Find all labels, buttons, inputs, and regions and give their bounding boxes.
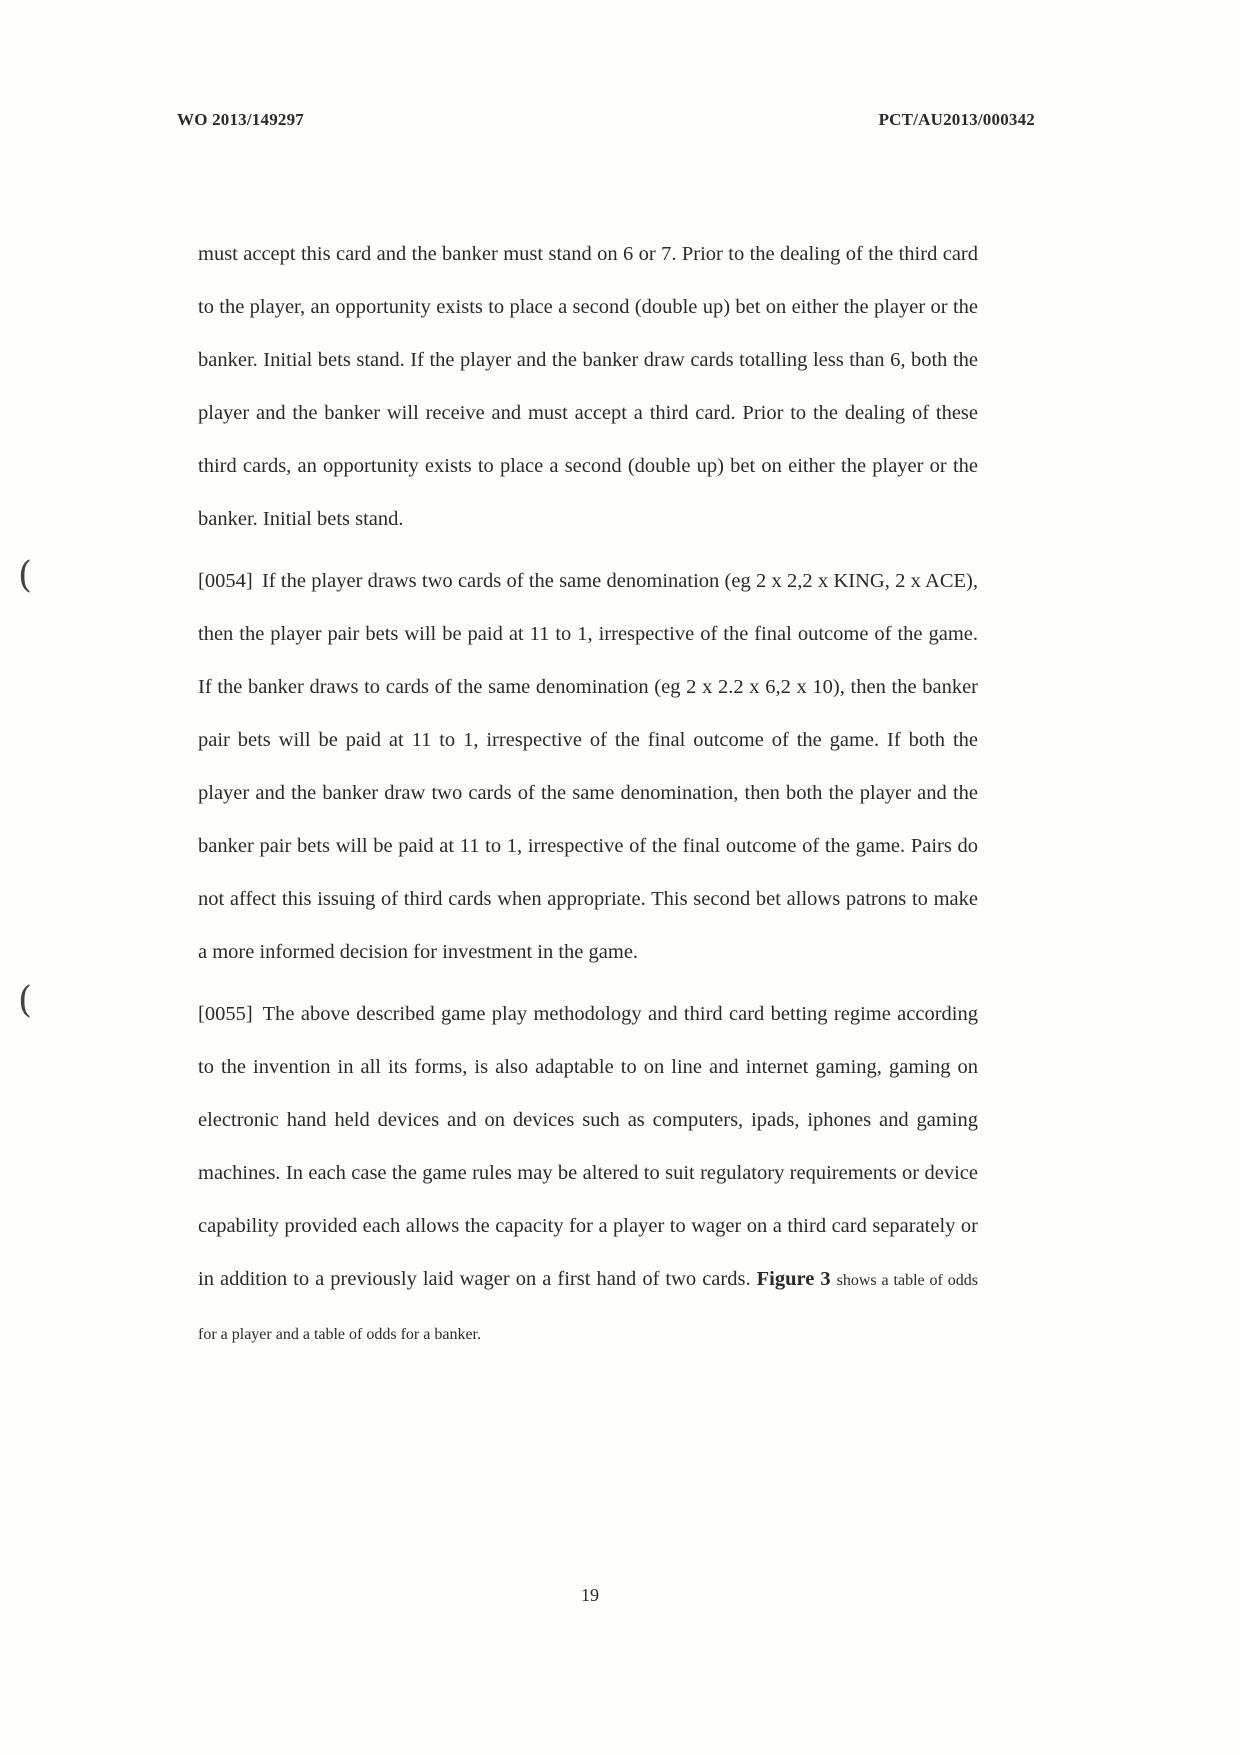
paragraph-0055: [198, 988, 978, 1361]
margin-bracket-mark: (: [18, 555, 33, 596]
figure-reference: Figure 3: [756, 1268, 831, 1290]
paragraph-ref: [0054]: [198, 570, 253, 592]
paragraph-ref: [0055]: [198, 1003, 253, 1025]
publication-number: WO 2013/149297: [177, 110, 304, 129]
figure-description: shows a table of odds for a player and a table of odds for a banker.: [198, 1272, 979, 1343]
margin-bracket-mark: (: [18, 980, 33, 1021]
paragraph-0054: [198, 555, 978, 979]
page-number: 19: [581, 1585, 599, 1605]
application-number: PCT/AU2013/000342: [878, 110, 1035, 129]
body-text: [198, 228, 978, 1361]
continuation-paragraph: must accept this card and the banker must stand on 6 or 7. Prior to the dealing of the third card to the player, an opportunity exists to place a second (double up) bet on either the player or the banker. Initial bets stand. If the player and the banker draw cards totalling less than 6, both the player and the banker will receive and must accept a third card. Prior to the dealing of these third cards, an opportunity exists to place a second (double up) bet on either the player or the banker. Initial bets stand.: [198, 243, 978, 530]
paragraph-text: If the player draws two cards of the same denomination (eg 2 x 2,2 x KING, 2 x ACE), then the player pair bets will be paid at 11 to 1, irrespective of the final outcome of the game. If the banker draws to cards of the same denomination (eg 2 x 2.2 x 6,2 x 10), then the banker pair bets will be paid at 11 to 1, irrespective of the final outcome of the game. If both the player and the banker draw two cards of the same denomination, then both the player and the banker pair bets will be paid at 11 to 1, irrespective of the final outcome of the game. Pairs do not affect this issuing of third cards when appropriate. This second bet allows patrons to make a more informed decision for investment in the game.: [198, 570, 978, 963]
paragraph-text: The above described game play methodology and third card betting regime according to the invention in all its forms, is also adaptable to on line and internet gaming, gaming on electronic hand held devices and on devices such as computers, ipads, iphones and gaming machines. In each case the game rules may be altered to suit regulatory requirements or device capability provided each allows the capacity for a player to wager on a third card separately or in addition to a previously laid wager on a first hand of two cards.: [198, 1003, 978, 1290]
